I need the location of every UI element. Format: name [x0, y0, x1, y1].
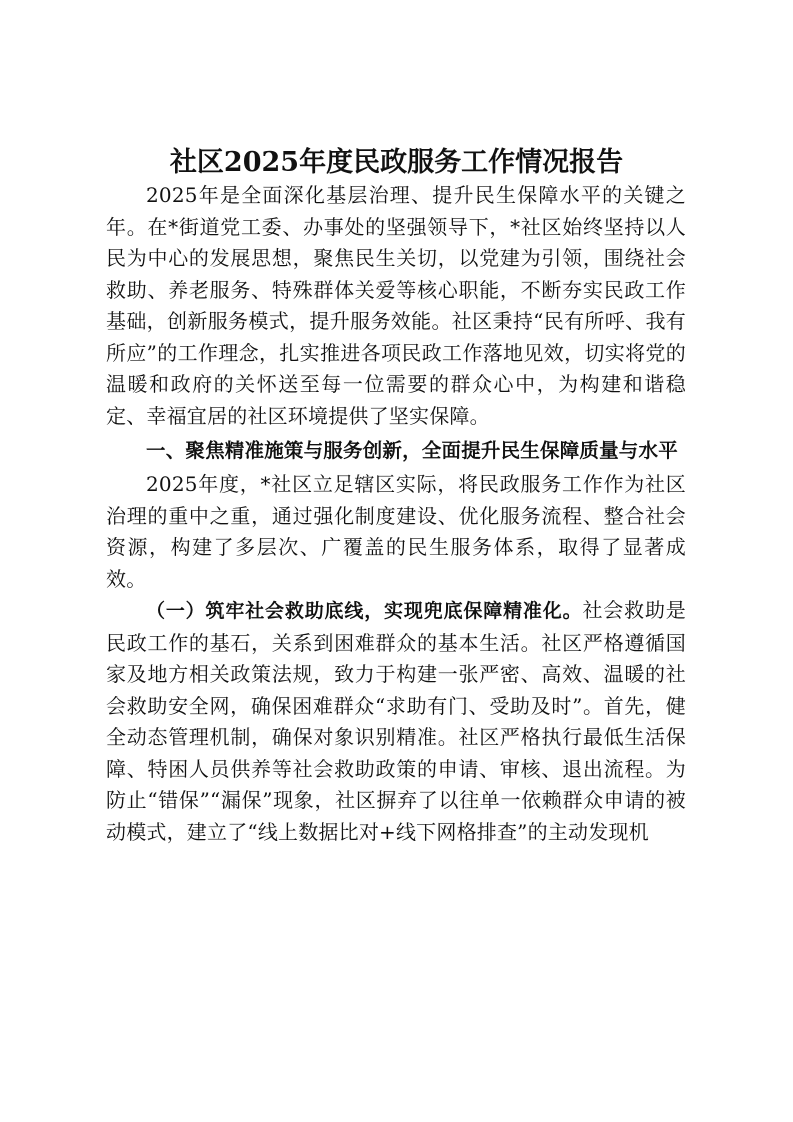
- subsection-1-paragraph: [106, 595, 686, 848]
- section-1-paragraph: 2025年度，*社区立足辖区实际，将民政服务工作作为社区治理的重中之重，通过强化制度建设、优化服务流程、整合社会资源，构建了多层次、广覆盖的民生服务体系，取得了显著成效。: [106, 472, 686, 591]
- subsection-1-text: 社会救助是民政工作的基石，关系到困难群众的基本生活。社区严格遵循国家及地方相关政策法规，致力于构建一张严密、高效、温暖的社会救助安全网，确保困难群众“求助有门、受助及时”。首先，健全动态管理机制，确保对象识别精准。社区严格执行最低生活保障、特困人员供养等社会救助政策的申请、审核、退出流程。为防止“错保”“漏保”现象，社区摒弃了以往单一依赖群众申请的被动模式，建立了“线上数据比对+线下网格排查”的主动发现机: [106, 598, 687, 844]
- section-heading-1: 一、聚焦精准施策与服务创新，全面提升民生保障质量与水平: [146, 439, 678, 462]
- intro-paragraph: 2025年是全面深化基层治理、提升民生保障水平的关键之年。在*街道党工委、办事处的坚强领导下，*社区始终坚持以人民为中心的发展思想，聚焦民生关切，以党建为引领，围绕社会救助、养老服务、特殊群体关爱等核心职能，不断夯实民政工作基础，创新服务模式，提升服务效能。社区秉持“民有所呼、我有所应”的工作理念，扎实推进各项民政工作落地见效，切实将党的温暖和政府的关怀送至每一位需要的群众心中，为构建和谐稳定、幸福宜居的社区环境提供了坚实保障。: [106, 183, 686, 428]
- document-body: [106, 180, 686, 848]
- subsection-heading-1: （一）筑牢社会救助底线，实现兜底保障精准化。: [146, 600, 583, 622]
- document-title: 社区2025年度民政服务工作情况报告: [169, 147, 624, 178]
